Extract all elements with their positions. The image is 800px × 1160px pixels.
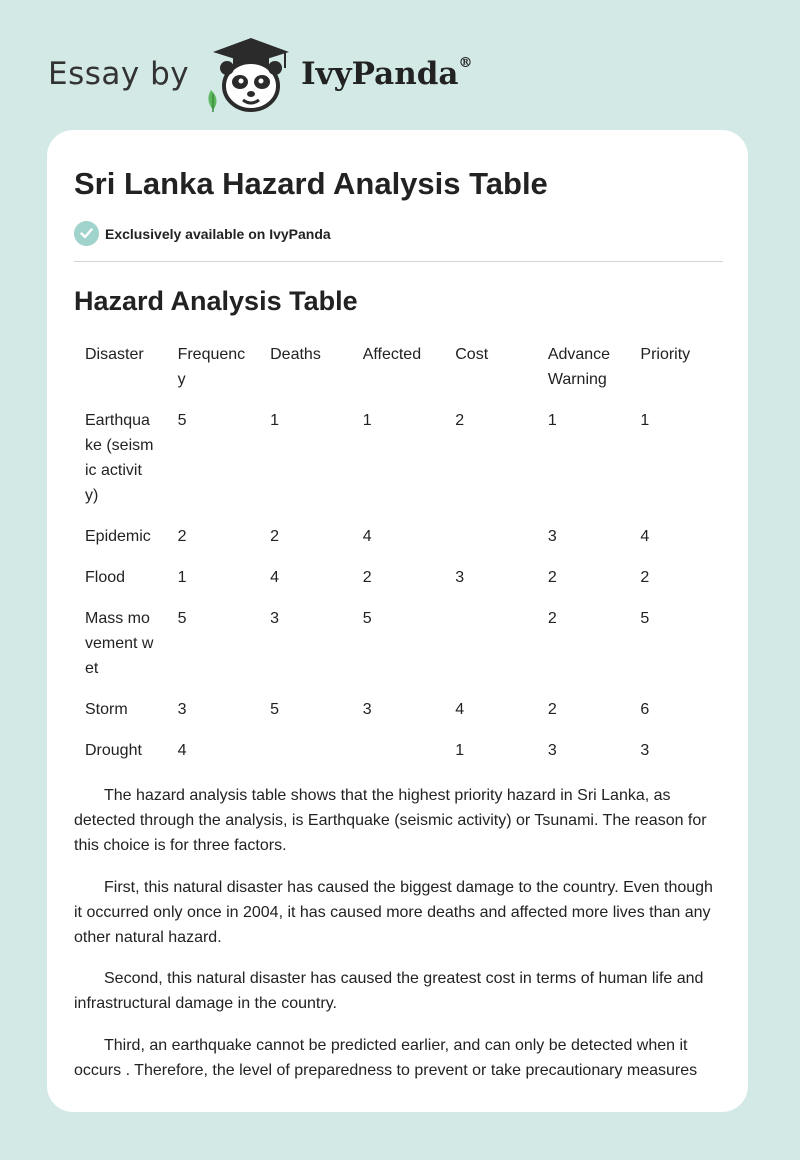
table-cell: 4 — [362, 528, 372, 545]
essay-by-label: Essay by — [48, 56, 190, 92]
table-cell: 2 — [547, 569, 557, 586]
table-cell: 4 — [640, 528, 650, 545]
brand-name[interactable] — [301, 56, 472, 92]
table-header-cell: Frequency — [177, 346, 246, 388]
table-header-row — [74, 342, 722, 408]
table-cell: 2 — [177, 528, 187, 545]
table-row — [74, 606, 722, 697]
section-heading: Hazard Analysis Table — [74, 286, 358, 316]
table-cell: 1 — [640, 412, 650, 429]
table-cell: 5 — [177, 610, 187, 627]
table-cell: Epidemic — [85, 528, 151, 545]
table-cell: 2 — [547, 701, 557, 718]
hazard-analysis-table — [74, 342, 722, 779]
table-cell: 2 — [270, 528, 280, 545]
table-cell: 3 — [547, 528, 557, 545]
paragraph-3: Second, this natural disaster has caused the greatest cost in terms of human life and infrastructural damage in the country. — [74, 970, 704, 1012]
table-cell: Drought — [85, 742, 142, 759]
table-cell: 3 — [640, 742, 650, 759]
table-cell — [444, 606, 537, 697]
table-cell: 4 — [177, 742, 187, 759]
exclusive-badge — [74, 221, 331, 246]
table-cell: 4 — [455, 701, 465, 718]
table-row — [74, 565, 722, 606]
divider — [74, 261, 723, 262]
table-header-cell: Priority — [640, 346, 691, 363]
table-cell: 2 — [547, 610, 557, 627]
table-header-cell: Cost — [455, 346, 489, 363]
table-cell: 3 — [455, 569, 465, 586]
table-cell: 4 — [270, 569, 280, 586]
table-row — [74, 524, 722, 565]
table-cell: Mass movement wet — [85, 610, 154, 677]
table-cell: 3 — [547, 742, 557, 759]
paragraph-4: Third, an earthquake cannot be predicted earlier, and can only be detected when it occurs . Therefore, the level of preparedness to prevent or take precautionary measures — [74, 1037, 698, 1079]
table-cell: 1 — [270, 412, 280, 429]
table-cell: 1 — [455, 742, 465, 759]
table-cell: Flood — [85, 569, 126, 586]
paragraph-1: The hazard analysis table shows that the highest priority hazard in Sri Lanka, as detected through the analysis, is Earthquake (seismic activity) or Tsunami. The reason for this choice is for three factors. — [74, 787, 707, 854]
registered-mark: ® — [458, 54, 473, 71]
table-header-cell: Advance Warning — [547, 346, 611, 388]
table-cell: Storm — [85, 701, 128, 718]
article-card — [47, 130, 748, 1112]
table-cell: 3 — [362, 701, 372, 718]
table-cell: 2 — [640, 569, 650, 586]
table-cell: 1 — [547, 412, 557, 429]
table-row — [74, 408, 722, 524]
panda-logo-icon[interactable] — [203, 34, 293, 114]
table-cell — [444, 524, 537, 565]
paragraph-2: First, this natural disaster has caused the biggest damage to the country. Even though it occurred only once in 2004, it has caused more deaths and affected more lives than any other natural hazard. — [74, 879, 713, 946]
table-cell — [352, 738, 445, 779]
table-cell: 2 — [455, 412, 465, 429]
check-circle-icon — [74, 221, 99, 246]
table-cell: 3 — [270, 610, 280, 627]
table-header-cell: Deaths — [270, 346, 321, 363]
page-title: Sri Lanka Hazard Analysis Table — [74, 166, 548, 201]
table-cell: 5 — [640, 610, 650, 627]
table-header-cell: Affected — [362, 346, 422, 363]
table-cell: 5 — [177, 412, 187, 429]
table-cell — [259, 738, 352, 779]
site-header — [48, 34, 548, 114]
brand-text: IvyPanda — [301, 56, 459, 92]
exclusive-label: Exclusively available on IvyPanda — [105, 225, 331, 242]
table-cell: 1 — [362, 412, 372, 429]
table-cell: 5 — [362, 610, 372, 627]
table-cell: 6 — [640, 701, 650, 718]
table-cell: 5 — [270, 701, 280, 718]
table-cell: 2 — [362, 569, 372, 586]
table-cell: Earthquake (seismic activity) — [85, 412, 154, 504]
table-cell: 3 — [177, 701, 187, 718]
table-row — [74, 697, 722, 738]
table-cell: 1 — [177, 569, 187, 586]
table-header-cell: Disaster — [85, 346, 144, 363]
table-row — [74, 738, 722, 779]
